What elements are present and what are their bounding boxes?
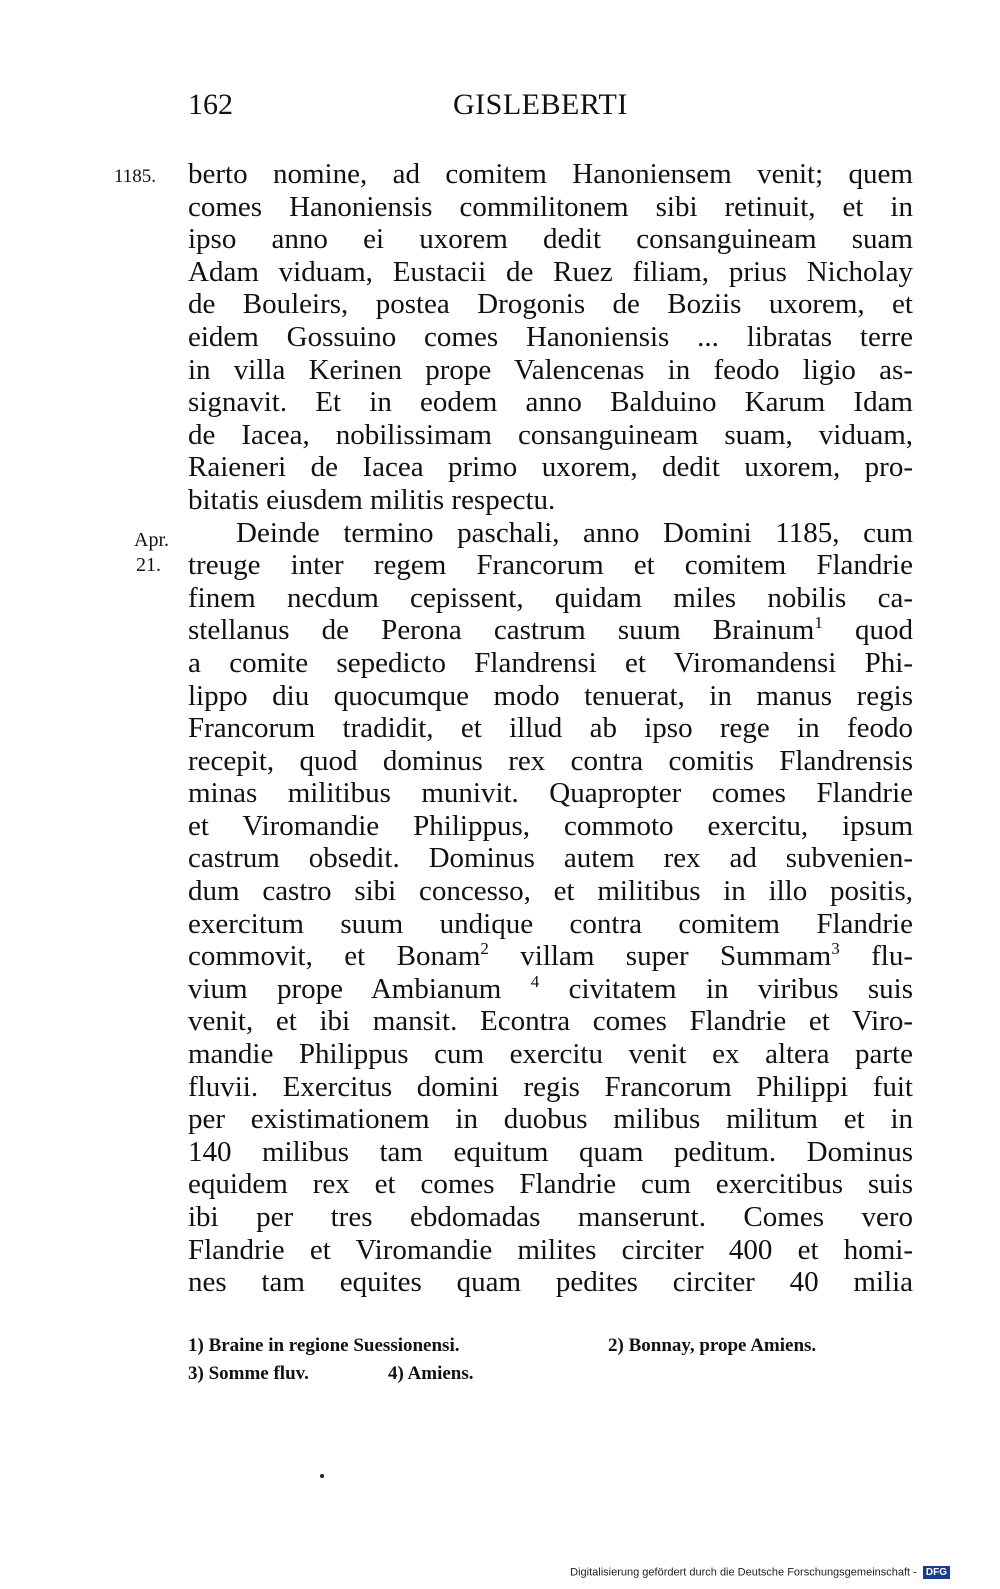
text-line: et Viromandie Philippus, commoto exercitu, ipsum xyxy=(188,809,913,842)
footnote-mark-3: 3 xyxy=(831,939,840,959)
margin-note-day: 21. xyxy=(136,554,161,576)
text-line: Flandrie et Viromandie milites circiter 400 et homi- xyxy=(188,1233,913,1266)
margin-note-year: 1185. xyxy=(114,166,157,187)
text-line: Francorum tradidit, et illud ab ipso rege in feodo xyxy=(188,712,913,745)
text-line: ipso anno ei uxorem dedit consanguineam suam xyxy=(188,223,913,256)
footnote-mark-4: 4 xyxy=(530,971,540,991)
footnote-3: 3) Somme fluv. xyxy=(188,1363,309,1384)
text-line: in villa Kerinen prope Valencenas in feodo ligio as- xyxy=(188,353,913,386)
line-segment: villam super Summam xyxy=(520,940,832,973)
footnote-mark-1: 1 xyxy=(814,613,823,633)
text-line: Raieneri de Iacea primo uxorem, dedit uxorem, pro- xyxy=(188,451,913,484)
text-line: dum castro sibi concesso, et militibus in illo positis, xyxy=(188,875,913,908)
footnote-mark-2: 2 xyxy=(480,939,489,959)
text-line: equidem rex et comes Flandrie cum exercitibus suis xyxy=(188,1168,913,1201)
text-line: berto nomine, ad comitem Hanoniensem venit; quem xyxy=(188,158,913,190)
line-segment: quod xyxy=(855,614,914,647)
running-head: GISLEBERTI xyxy=(453,88,628,121)
text-line: minas militibus munivit. Quapropter comes Flandrie xyxy=(188,777,913,810)
line-segment: civitatem in viribus suis xyxy=(568,972,914,1005)
footnotes xyxy=(188,1332,918,1388)
text-line: de Bouleirs, postea Drogonis de Boziis uxorem, et xyxy=(188,288,913,321)
text-line: nes tam equites quam pedites circiter 40 milia xyxy=(188,1266,913,1299)
paragraph-start-line: Deinde termino paschali, anno Domini 1185, cum xyxy=(236,516,913,549)
text-line: signavit. Et in eodem anno Balduino Karum Idam xyxy=(188,386,913,419)
text-line: Adam viduam, Eustacii de Ruez filiam, prius Nicholay xyxy=(188,255,913,288)
text-line-with-footnote xyxy=(188,614,913,647)
text-line: fluvii. Exercitus domini regis Francorum Philippi fuit xyxy=(188,1070,913,1103)
dfg-logo: DFG xyxy=(923,1566,950,1579)
text-line: castrum obsedit. Dominus autem rex ad subvenien- xyxy=(188,842,913,875)
text-line: lippo diu quocumque modo tenuerat, in manus regis xyxy=(188,679,913,712)
line-segment: flu- xyxy=(871,940,914,973)
text-line: exercitum suum undique contra comitem Flandrie xyxy=(188,907,913,940)
footnote-1: 1) Braine in regione Suessionensi. xyxy=(188,1335,460,1356)
text-line: comes Hanoniensis commilitonem sibi retinuit, et in xyxy=(188,190,913,223)
body-text xyxy=(188,158,913,1299)
text-line: ibi per tres ebdomadas manserunt. Comes vero xyxy=(188,1201,913,1233)
footnote-row xyxy=(188,1332,918,1360)
text-line: a comite sepedicto Flandrensi et Viromandensi Phi- xyxy=(188,646,913,679)
text-line: recepit, quod dominus rex contra comitis Flandrensis xyxy=(188,744,913,777)
digitization-credit xyxy=(570,1566,950,1579)
text-line-with-footnote xyxy=(188,973,913,1006)
footnote-row xyxy=(188,1360,918,1388)
text-line: bitatis eiusdem militis respectu. xyxy=(188,483,556,516)
footnote-2: 2) Bonnay, prope Amiens. xyxy=(608,1335,817,1356)
text-line: 140 milibus tam equitum quam peditum. Dominus xyxy=(188,1135,913,1168)
footnote-4: 4) Amiens. xyxy=(388,1363,474,1384)
credit-text: Digitalisierung gefördert durch die Deutsche Forschungsgemeinschaft - xyxy=(570,1566,917,1579)
line-segment: stellanus de Perona castrum suum Brainum xyxy=(188,614,815,647)
text-line: per existimationem in duobus milibus militum et in xyxy=(188,1103,913,1136)
margin-note-month: Apr. xyxy=(134,529,169,551)
text-line: de Iacea, nobilissimam consanguineam suam, viduam, xyxy=(188,418,913,451)
page-header xyxy=(188,88,638,128)
text-line: eidem Gossuino comes Hanoniensis ... libratas terre xyxy=(188,320,913,353)
text-line-with-footnote xyxy=(188,940,913,973)
line-segment: commovit, et Bonam xyxy=(188,940,481,973)
text-line: venit, et ibi mansit. Econtra comes Flandrie et Viro- xyxy=(188,1005,913,1038)
text-line: treuge inter regem Francorum et comitem Flandrie xyxy=(188,549,913,582)
text-line: mandie Philippus cum exercitu venit ex altera parte xyxy=(188,1038,913,1071)
page-number: 162 xyxy=(188,88,233,121)
text-line: finem necdum cepissent, quidam miles nobilis ca- xyxy=(188,581,913,614)
ink-speck xyxy=(320,1474,324,1478)
line-segment: vium prope Ambianum xyxy=(188,972,502,1005)
